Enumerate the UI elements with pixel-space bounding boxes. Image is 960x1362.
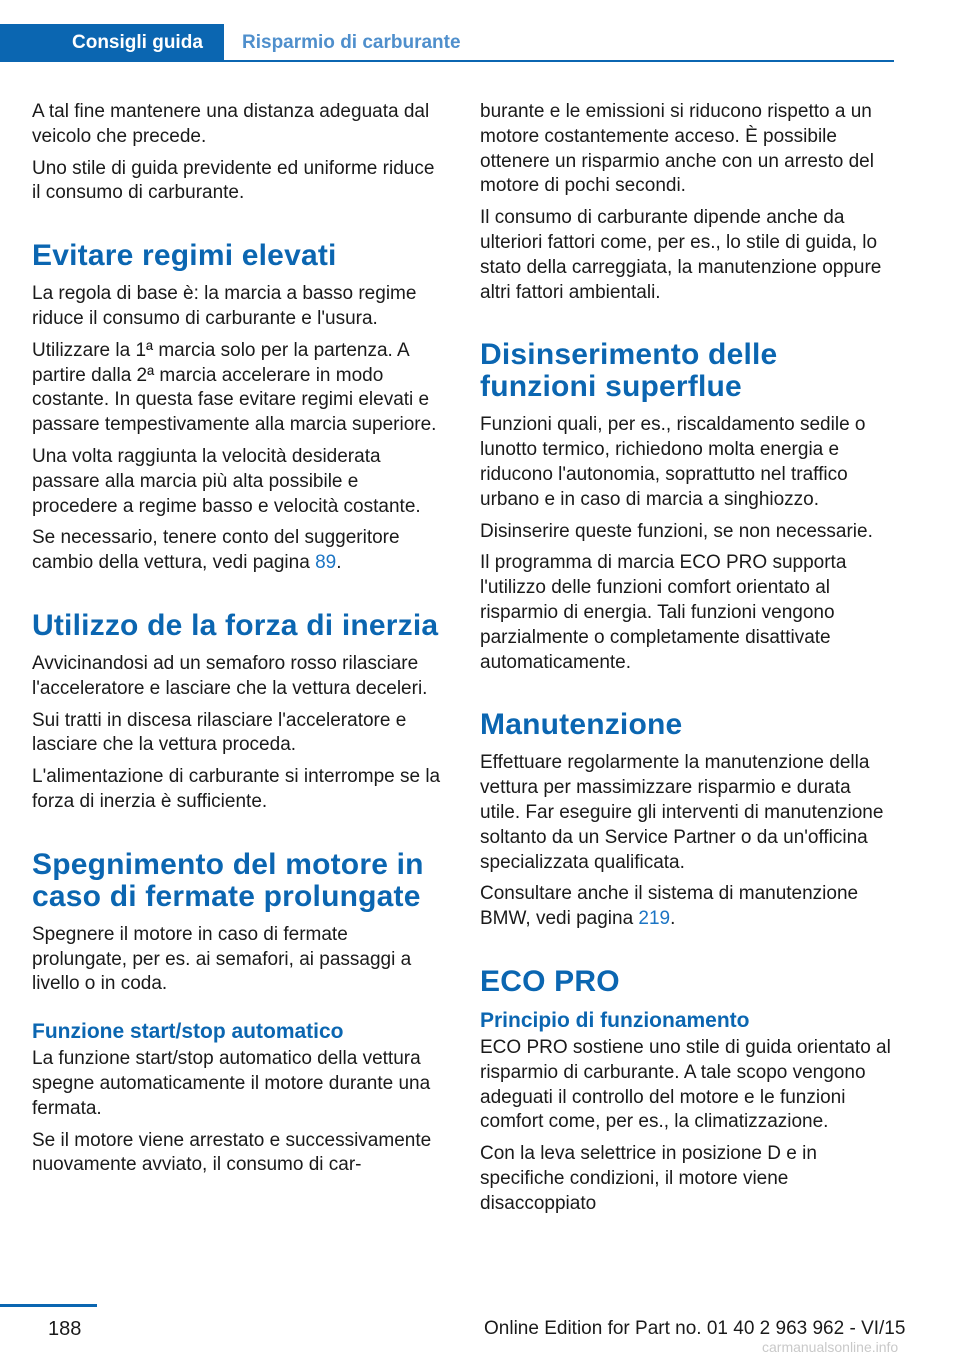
heading-disinserimento-funzioni: Disinserimento delle funzioni superflue xyxy=(480,338,778,404)
section-tab[interactable]: Consigli guida xyxy=(0,24,224,62)
paragraph-text: Se necessario, tenere conto del suggeritore cambio della vettura, vedi pagina xyxy=(32,527,400,574)
edition-text: Online Edition for Part no. 01 40 2 963 962 - VI/15 xyxy=(484,1318,906,1339)
paragraph: Il programma di marcia ECO PRO supporta l'utilizzo delle funzioni comfort orientato al risparmio di energia. Tali funzioni vengono parzialmente o completamente disattivate automaticamente. xyxy=(480,552,847,673)
paragraph: burante e le emissioni si riducono rispetto a un motore costantemente acceso. È possibile ottenere un risparmio anche con un arresto del motore di pochi secondi. xyxy=(480,101,874,197)
paragraph: A tal fine mantenere una distanza adeguata dal veicolo che precede. xyxy=(32,101,430,147)
right-column xyxy=(480,100,896,1224)
left-column xyxy=(32,100,448,1185)
footer-rule xyxy=(0,1304,97,1307)
subheading-principio-funzionamento: Principio di funzionamento xyxy=(480,1008,750,1032)
heading-evitare-regimi: Evitare regimi elevati xyxy=(32,239,337,273)
paragraph-text: Consultare anche il sistema di manutenzione BMW, vedi pagina xyxy=(480,883,859,930)
header-tabs xyxy=(0,24,461,62)
heading-manutenzione: Manutenzione xyxy=(480,708,683,742)
paragraph: Se il motore viene arrestato e successivamente nuovamente avviato, il consumo di car- xyxy=(32,1129,432,1176)
subsection-tab[interactable]: Risparmio di carburante xyxy=(242,32,461,53)
paragraph: Avvicinandosi ad un semaforo rosso rilasciare l'acceleratore e lasciare che la vettura deceleri. xyxy=(32,652,428,699)
paragraph-with-link: Se necessario, tenere conto del suggeritore cambio della vettura, vedi pagina 89. xyxy=(32,527,400,574)
paragraph: Utilizzare la 1ª marcia solo per la partenza. A partire dalla 2ª marcia accelerare in modo costante. In questa fase evitare regimi elevati e passare tempestivamente alla marcia superiore. xyxy=(32,339,437,436)
paragraph: Uno stile di guida previdente ed uniforme riduce il consumo di carburante. xyxy=(32,157,435,204)
header-rule xyxy=(224,60,894,62)
paragraph: Disinserire queste funzioni, se non necessarie. xyxy=(480,520,873,542)
page-number: 188 xyxy=(48,1318,82,1340)
paragraph: Il consumo di carburante dipende anche da ulteriori fattori come, per es., lo stile di guida, lo stato della carreggiata, la manutenzione oppure altri fattori ambientali. xyxy=(480,207,882,303)
paragraph: Con la leva selettrice in posizione D e in specifiche condizioni, il motore viene disaccoppiato xyxy=(480,1143,817,1214)
paragraph: Spegnere il motore in caso di fermate prolungate, per es. ai semafori, ai passaggi a livello o in coda. xyxy=(32,923,412,995)
paragraph: L'alimentazione di carburante si interrompe se la forza di inerzia è sufficiente. xyxy=(32,766,441,812)
subheading-start-stop: Funzione start/stop automatico xyxy=(32,1020,344,1044)
paragraph: Sui tratti in discesa rilasciare l'acceleratore e lasciare che la vettura proceda. xyxy=(32,709,407,756)
page-link-219[interactable]: 219 xyxy=(638,908,671,930)
heading-spegnimento-motore: Spegnimento del motore in caso di fermate prolungate xyxy=(32,847,424,913)
paragraph: Funzioni quali, per es., riscaldamento sedile o lunotto termico, richiedono molta energia e riducono l'autonomia, soprattutto nel traffico urbano e in caso di marcia a singhiozzo. xyxy=(480,414,866,510)
paragraph: Effettuare regolarmente la manutenzione della vettura per massimizzare risparmio e durata utile. Far eseguire gli interventi di manutenzione soltanto da un Service Partner o da un'officina specializzata qualificata. xyxy=(480,752,884,873)
paragraph: La funzione start/stop automatico della vettura spegne automaticamente il motore durante una fermata. xyxy=(32,1048,431,1119)
paragraph: ECO PRO sostiene uno stile di guida orientato al risparmio di carburante. A tale scopo vengono adeguati il controllo del motore e le funzioni comfort come, per es., la climatizzazione. xyxy=(480,1036,891,1133)
page-link-89[interactable]: 89 xyxy=(315,552,337,574)
paragraph-with-link: Consultare anche il sistema di manutenzione BMW, vedi pagina 219. xyxy=(480,883,859,930)
heading-forza-inerzia: Utilizzo de la forza di inerzia xyxy=(32,608,439,642)
paragraph: La regola di base è: la marcia a basso regime riduce il consumo di carburante e l'usura. xyxy=(32,283,417,329)
heading-eco-pro: ECO PRO xyxy=(480,964,620,998)
paragraph: Una volta raggiunta la velocità desiderata passare alla marcia più alta possibile e procedere a regime basso e velocità costante. xyxy=(32,445,421,517)
watermark: carmanualsonline.info xyxy=(762,1339,899,1355)
